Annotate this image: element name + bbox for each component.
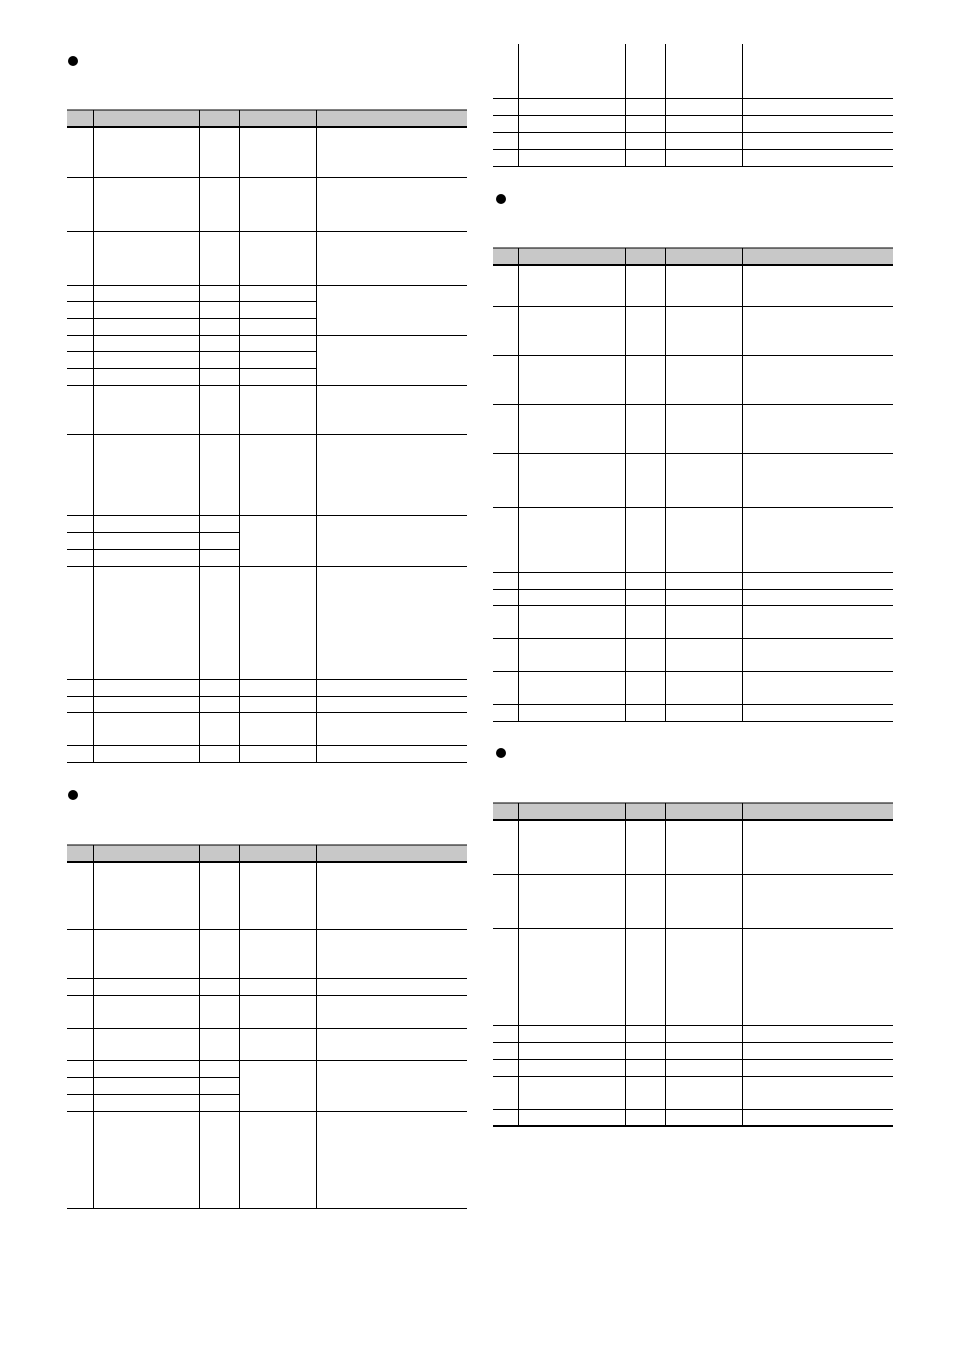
table-4-header bbox=[493, 803, 893, 820]
